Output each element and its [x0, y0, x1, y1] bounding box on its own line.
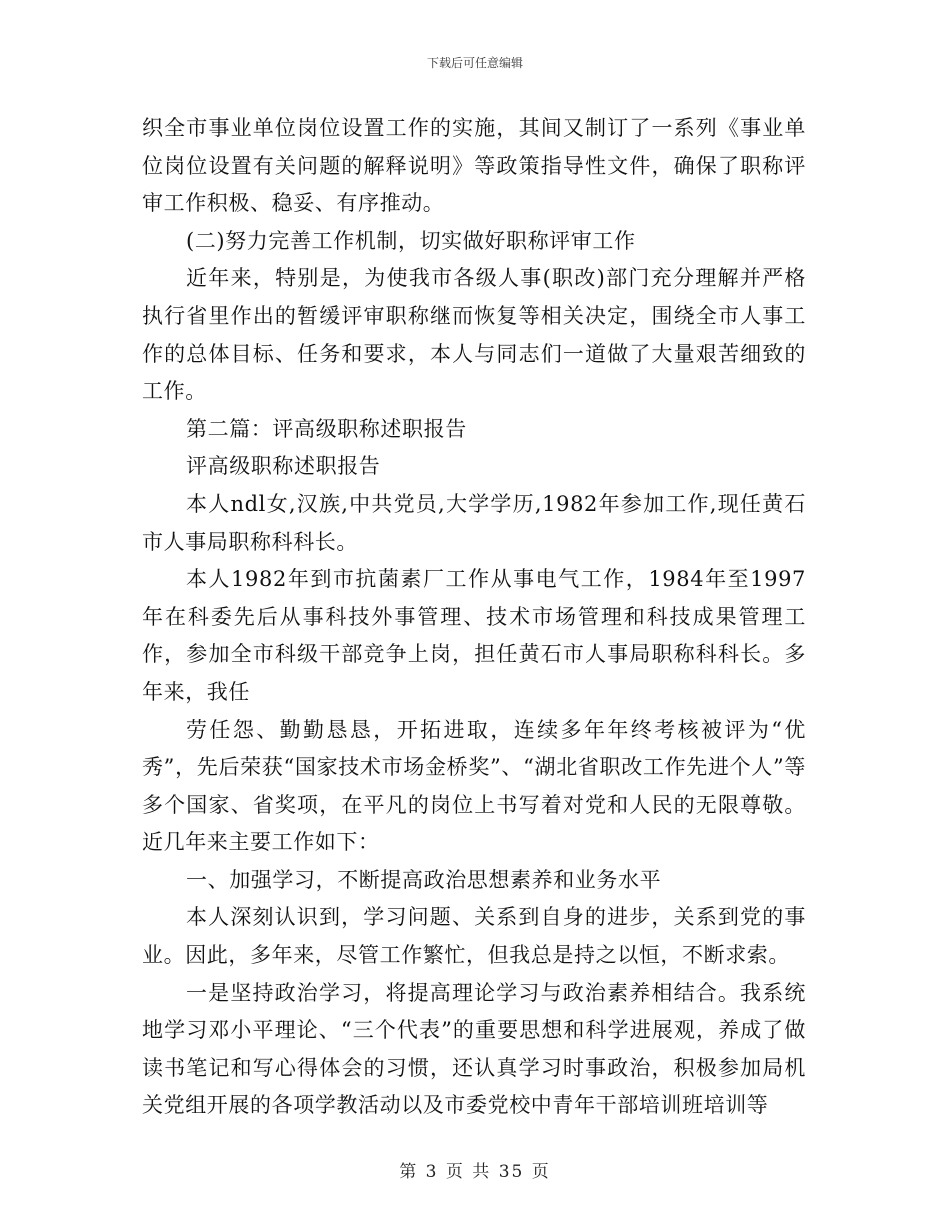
page-number: 第 3 页 共 35 页 [399, 1162, 551, 1182]
report-title: 评高级职称述职报告 [186, 454, 381, 479]
paragraph: 一是坚持政治学习，将提高理论学习与政治素养相结合。我系统地学习邓小平理论、“三个代表”的重要思想和科学进展观，养成了做读书笔记和写心得体会的习惯，还认真学习时事政治，积极参加局机关党组开展的各项学教活动以及市委党校中青年干部培训班培训等 [142, 980, 806, 1118]
paragraph: 本人1982年到市抗菌素厂工作从事电气工作，1984年至1997年在科委先后从事科技外事管理、技术市场管理和科技成果管理工作，参加全市科级干部竞争上岗，担任黄石市人事局职称科科长。多年来，我任 [142, 567, 806, 704]
chapter-title: 第二篇：评高级职称述职报告 [186, 416, 467, 441]
paragraph: 本人ndl女,汉族,中共党员,大学学历,1982年参加工作,现任黄石市人事局职称科科长。 [142, 491, 806, 554]
paragraph: 劳任怨、勤勤恳恳，开拓进取，连续多年年终考核被评为“优秀”，先后荣获“国家技术市场金桥奖”、“湖北省职改工作先进个人”等多个国家、省奖项，在平凡的岗位上书写着对党和人民的无限尊敬。近几年来主要工作如下： [142, 717, 806, 855]
document-body [142, 110, 806, 1125]
section-heading: (二)努力完善工作机制，切实做好职称评审工作 [186, 228, 636, 253]
paragraph: 近年来，特别是，为使我市各级人事(职改)部门充分理解并严格执行省里作出的暂缓评审职称继而恢复等相关决定，围绕全市人事工作的总体目标、任务和要求，本人与同志们一道做了大量艰苦细致的工作。 [142, 266, 806, 404]
section-heading: 一、加强学习，不断提高政治思想素养和业务水平 [186, 867, 662, 892]
page-header: 下载后可任意编辑 [426, 56, 523, 70]
paragraph: 本人深刻认识到，学习问题、关系到自身的进步，关系到党的事业。因此，多年来，尽管工作繁忙，但我总是持之以恒，不断求索。 [142, 905, 806, 968]
paragraph: 织全市事业单位岗位设置工作的实施，其间又制订了一系列《事业单位岗位设置有关问题的解释说明》等政策指导性文件，确保了职称评审工作积极、稳妥、有序推动。 [142, 116, 806, 216]
